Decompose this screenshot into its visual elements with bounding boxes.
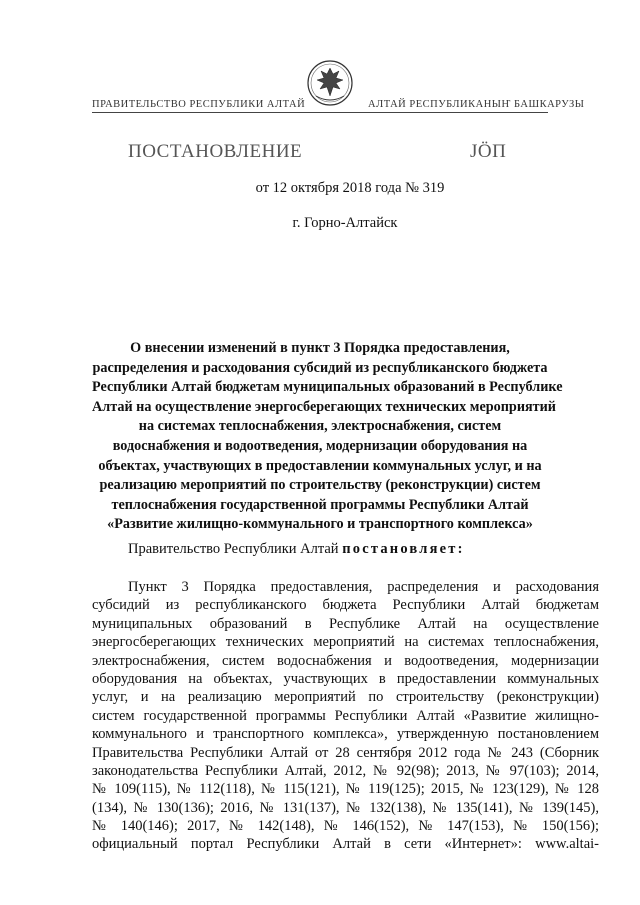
title-line: распределения и расходования субсидий из республиканского бюджета [92,359,548,376]
title-line: на системах теплоснабжения, электроснабжения, систем [138,418,502,435]
title-line: Алтай на осуществление энергосберегающих технических мероприятий [92,398,556,415]
title-line: «Развитие жилищно-коммунального и транспортного комплекса» [107,516,533,533]
document-type-russian: ПОСТАНОВЛЕНИЕ [128,141,303,162]
decree-subject: Правительство Республики Алтай [128,541,343,557]
title-line: Республики Алтай бюджетам муниципальных образований в Республике [92,379,563,396]
body-line: энергосберегающих технических мероприятий на системах теплоснабжения, [92,634,599,651]
coat-of-arms-icon [306,58,354,108]
body-line: официальный портал Республики Алтай в сети «Интернет»: www.altai- [92,836,599,853]
decree-verb: постановляет: [342,541,465,557]
document-type-altai: ЈÖП [470,141,507,162]
body-line: субсидий из республиканского бюджета Республики Алтай бюджетам [92,597,599,614]
body-line: Правительства Республики Алтай от 28 сентября 2012 года № 243 (Сборник [92,744,599,761]
document-date-number: от 12 октября 2018 года № 319 [255,180,445,196]
title-line: объектах, участвующих в предоставлении коммунальных услуг, и на [98,457,542,474]
body-line: № 140(146); 2017, № 142(148), № 146(152), № 147(153), № 150(156); [92,818,599,835]
title-line: О внесении изменений в пункт 3 Порядка предоставления, [130,340,510,356]
document-city: г. Горно-Алтайск [292,215,398,231]
body-paragraph [92,578,599,854]
body-line: коммунального и транспортного комплекса», утвержденную постановлением [92,726,599,743]
body-line: оборудования на объектах, участвующих в предоставлении коммунальных [92,670,599,687]
government-name-altai: АЛТАЙ РЕСПУБЛИКАНЫҤ БАШКАРУЗЫ [368,99,585,110]
body-line: электроснабжения, систем водоснабжения и водоотведения, модернизации [92,652,599,669]
body-line: (134), № 130(136); 2016, № 131(137), № 132(138), № 135(141), № 139(145), [92,799,599,816]
body-line: систем государственной программы Республики Алтай «Развитие жилищно- [92,707,599,724]
title-line: теплоснабжения государственной программы Республики Алтай [111,496,529,513]
body-line: муниципальных образований в Республике Алтай на осуществление [92,615,599,632]
title-line: водоснабжения и водоотведения, модернизации оборудования на [112,437,528,454]
body-line: услуг, и на реализацию мероприятий по строительству (реконструкции) [92,689,599,706]
decree-statement [128,541,465,558]
header-divider [92,112,548,113]
document-title [92,339,563,535]
body-line: Пункт 3 Порядка предоставления, распределения и расходования [128,579,599,595]
body-line: законодательства Республики Алтай, 2012, № 92(98); 2013, № 97(103); 2014, [92,762,599,779]
government-name-russian: ПРАВИТЕЛЬСТВО РЕСПУБЛИКИ АЛТАЙ [92,99,306,110]
body-line: № 109(115), № 112(118), № 115(121), № 119(125); 2015, № 123(129), № 128 [92,781,599,798]
title-line: реализацию мероприятий по строительству (реконструкции) систем [99,477,541,494]
